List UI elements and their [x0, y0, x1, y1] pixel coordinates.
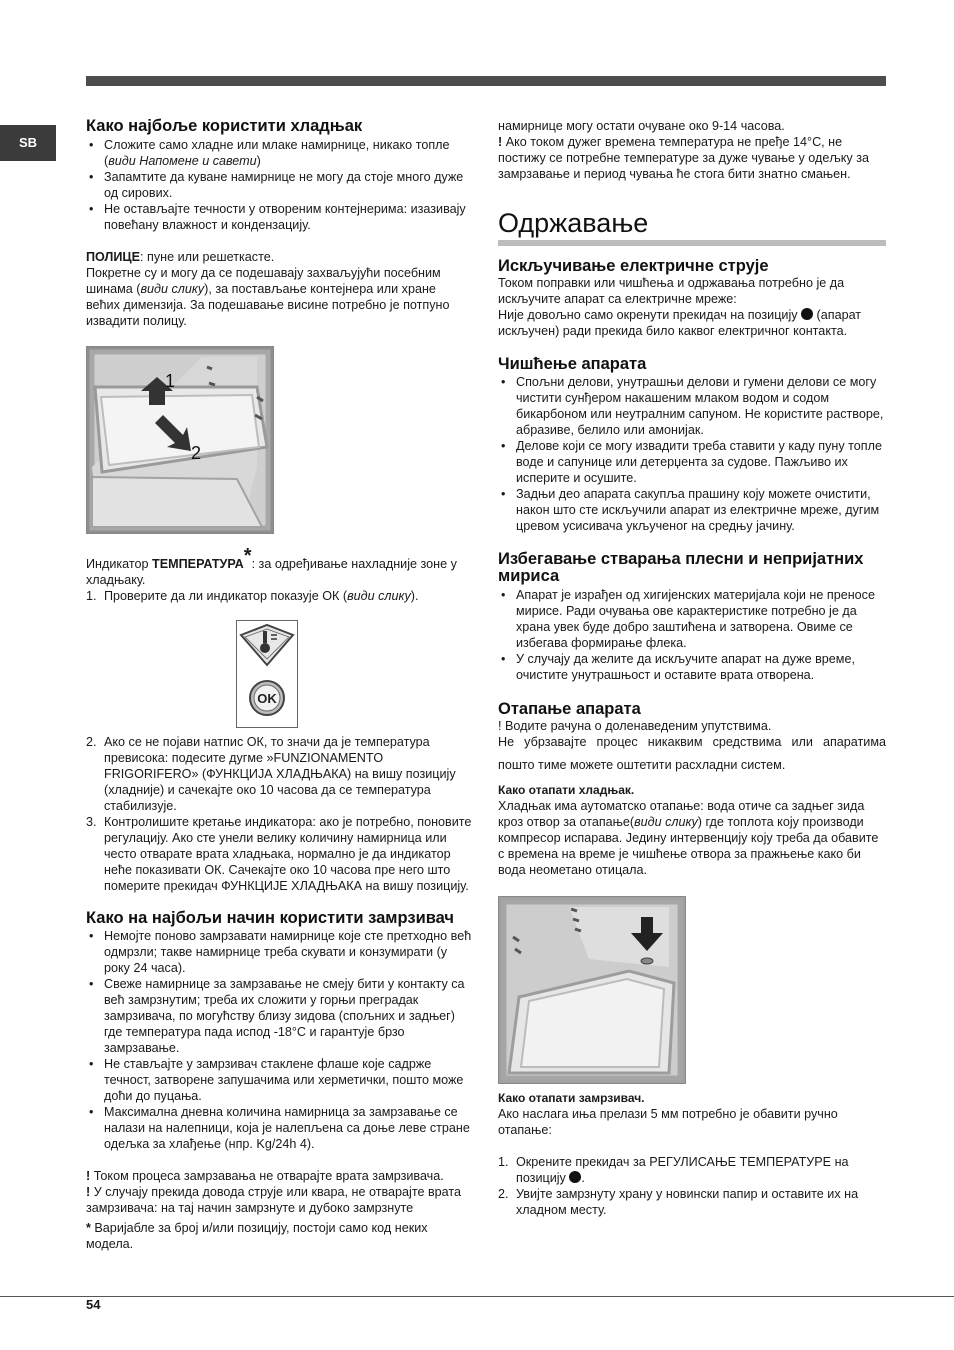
drain-illustration [499, 897, 685, 1083]
indicator-steps [86, 734, 472, 894]
list-item: 3. Контролишите кретање индикатора: ако је потребно, поновите регулацију. Ако сте унели велику количину намирница или често отварате врата хладњака, нормално је да индикатор неће показивати ОК. Сачекајте око 10 часова пре него што померите прекидач ФУНКЦИЈЕ ХЛАДЊАКА на вишу позицију. [86, 815, 472, 893]
bottom-rule [0, 1296, 954, 1297]
right-column [498, 118, 886, 1218]
list-item: 2. Ако се не појави натпис ОК, то значи да је температура превисока: подесите дугме »FUNZIONAMENTO FRIGORIFERO» (ФУНКЦИЈА ХЛАДЊАКА) на вишу позицију (хладније) и сачекајте око 10 часова да се температура стабилизује. [86, 735, 456, 813]
indicator-step-1 [86, 588, 472, 604]
temperature-indicator-illustration [237, 621, 297, 727]
cleaning-list [498, 374, 886, 534]
freezer-defrost-steps [498, 1154, 886, 1218]
footnote: * Варијабле за број и/или позицију, постоји само код неких модела. [86, 1221, 428, 1251]
continued-text: намирнице могу остати очуване око 9-14 часова. [498, 119, 785, 133]
section-title-mold: Избегавање стварања плесни и непријатних мириса [498, 550, 864, 585]
list-item: • Не остављајте течности у отвореним контејнерима: изазивају повећану влажност и кондензацију. [86, 201, 472, 233]
ok-text: OK [257, 691, 277, 706]
temperature-warning: ! Ако током дужег времена температура не пређе 14°C, не постижу се потребне температуре за дуже чување у одељку за замрзавање и период чувања ће стога бити знатно смањен. [498, 135, 870, 181]
section-title-cleaning: Чишћење апарата [498, 355, 647, 373]
off-position-icon [801, 308, 813, 320]
indicator-figure [236, 620, 298, 728]
power-off-paragraph: Током поправки или чишћења и одржавања потребно је да искључите апарат са електричне мреже: [498, 276, 845, 306]
list-item: • Максимална дневна количина намирница за замрзавање се налази на налепници, која је налепљена са доње леве стране одељка за хлађење (нпр. Kg/24h 4). [86, 1104, 472, 1152]
list-item: • Делове који се могу извадити треба ставити у каду пуну топле воде и сапунице или детерџента за судове. Пажљиво их исперите и осушите. [498, 438, 886, 486]
warning-power-failure: ! У случају прекида довода струје или квара, не отварајте врата замрзивача: на тај начин замрзнуте и дубоко замрзнуте [86, 1185, 462, 1215]
list-item: • Задњи део апарата сакупља прашину коју можете очистити, након што сте искључили апарат из електричне мреже, дугим цревом усисивача укљученог на средњу јачину. [498, 486, 886, 534]
power-off-switch-paragraph: Није довољно само окренути прекидач на позицију (апарат искључен) ради прекида било каквог електричног контакта. [498, 308, 862, 338]
section-title-freezer-use: Како на најбољи начин користити замрзивач [86, 909, 454, 927]
figure-label-1: 1 [165, 371, 176, 391]
list-item: 1. Проверите да ли индикатор показује ОК (види слику). [86, 589, 419, 603]
top-bar [86, 76, 886, 86]
shelf-figure [86, 346, 274, 534]
section-title-fridge-use: Како најбоље користити хладњак [86, 117, 363, 135]
language-code: SB [18, 135, 38, 150]
left-column [86, 118, 472, 1252]
drain-figure [498, 896, 686, 1084]
thermometer-icon [263, 631, 267, 643]
main-title-maintenance: Одржавање [498, 208, 649, 238]
section-title-defrost: Отапање апарата [498, 700, 641, 718]
fridge-defrost-paragraph: Хладњак има аутоматско отапање: вода отиче са задњег зида кроз отвор за отапање(види слику) где топлота коју производи компресор испарава. Једину интервенцију коју треба да обавите с времена на време је чишћење отвора за пражњење како би вода неометано отицала. [498, 799, 879, 877]
defrost-warning-a: Не убрзавајте процес никаквим средствима или апаратима [498, 735, 886, 749]
freezer-defrost-paragraph: Ако наслага иња прелази 5 мм потребно је обавити ручно отапање: [498, 1107, 838, 1137]
list-item: • Немојте поново замрзавати намирнице које сте претходно већ одмрзли; такве намирнице треба скувати и конзумирати (у року 24 часа). [86, 928, 472, 976]
fridge-tips-list [86, 137, 472, 233]
title-rule [498, 240, 886, 246]
list-item: • Запамтите да куване намирнице не могу да стоје много дуже од сирових. [86, 169, 472, 201]
defrost-warning-b: пошто тиме можете оштетити расхладни систем. [498, 758, 786, 772]
list-item: 2. Увијте замрзнуту храну у новински папир и оставите их на хладном месту. [498, 1187, 859, 1217]
list-item: • Спољни делови, унутрашњи делови и гумени делови се могу чистити сунђером накашеним млаком водом и содом бикарбоном или неутралним сапуном. Не користите растворе, абразиве, белило или амонијак. [498, 374, 886, 438]
section-title-power-off: Искључивање електричне струје [498, 257, 769, 275]
shelf-illustration [87, 347, 273, 533]
shelves-paragraph: ПОЛИЦЕ: пуне или решеткасте. Покретне су и могу да се подешавају захваљујући посебним шинама (види слику), за постављање контејнера или хране већих димензија. За подешавање висине потребно је потпуно извадити полицу. [86, 250, 450, 328]
list-item: 1. Окрените прекидач за РЕГУЛИСАЊЕ ТЕМПЕРАТУРЕ на позицију . [498, 1155, 849, 1185]
indicator-paragraph: Индикатор ТЕМПЕРАТУРА*: за одређивање нахладније зоне у хладњаку. [86, 545, 457, 587]
list-item: • Сложите само хладне или млаке намирнице, никако топле (види Напомене и савети) [86, 137, 472, 169]
list-item: • Апарат је израђен од хигијенских материјала који не преносе мирисе. Ради очувања ове карактеристике потребно је да храна увек буде добро заштићена и затворена. Овиме се избегава формирање флека. [498, 587, 886, 651]
defrost-note: ! Водите рачуна о доленаведеним упутствима. [498, 719, 772, 733]
freezer-defrost-title: Како отапати замрзивач. [498, 1091, 645, 1105]
page-number: 54 [86, 1297, 101, 1312]
list-item: • У случају да желите да искључите апарат на дуже време, очистите унутрашњост и оставите врата отворена. [498, 651, 886, 683]
mold-list [498, 587, 886, 683]
warning-freezer-door: ! Током процеса замрзавања не отварајте врата замрзивача. [86, 1169, 444, 1183]
fridge-defrost-title: Како отапати хладњак. [498, 783, 635, 797]
figure-label-2: 2 [191, 443, 202, 463]
list-item: • Не стављајте у замрзивач стаклене флаше које садрже течност, затворене запушачима или херметички, пошто може доћи до пуцања. [86, 1056, 472, 1104]
freezer-tips-list [86, 928, 472, 1152]
list-item: • Свеже намирнице за замрзавање не смеју бити у контакту са већ замрзнутим; треба их сложити у горњи преградак замрзивача, по могућству близу зидова (спољних и задњег) где температура пада испод -18°C и гарантује брзо замрзавање. [86, 976, 472, 1056]
off-position-icon [569, 1171, 581, 1183]
language-tab [0, 125, 56, 161]
